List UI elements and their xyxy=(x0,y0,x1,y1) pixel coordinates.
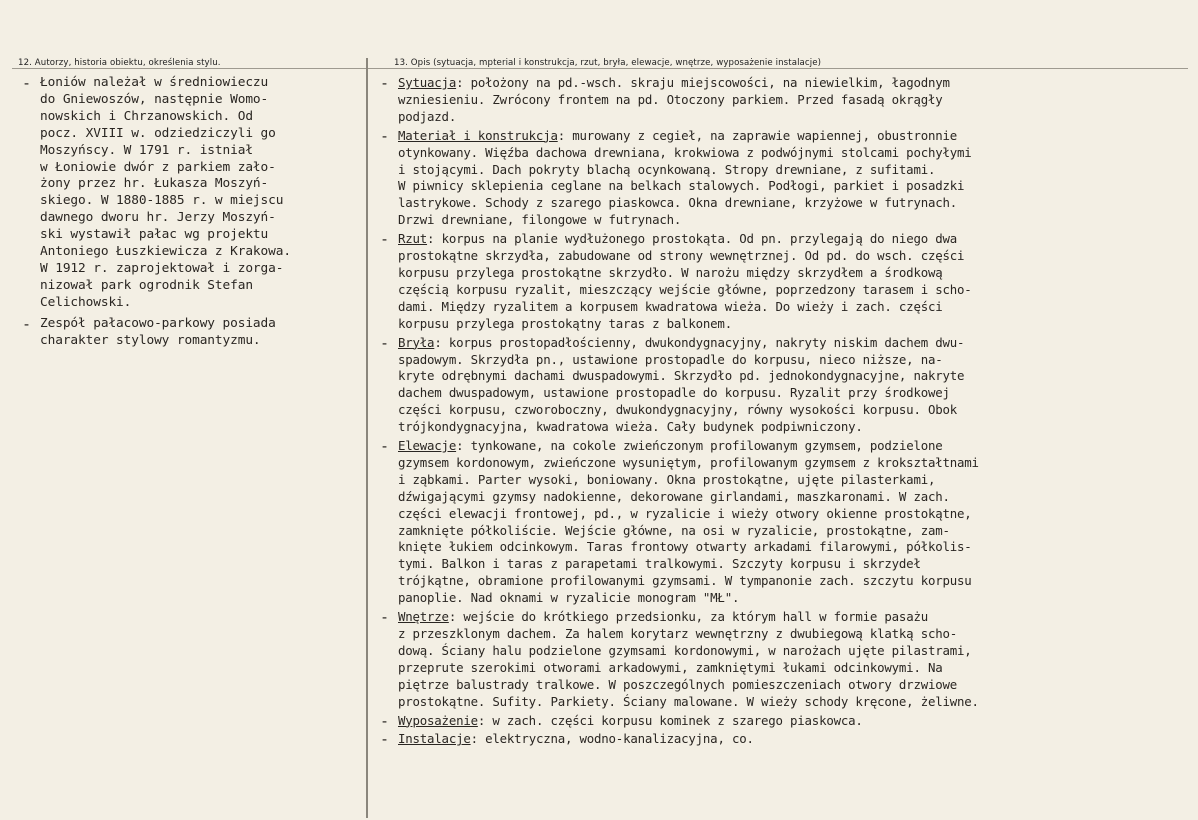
text-material: : murowany z cegieł, na zaprawie wapiennej, obustronnie otynkowany. Więźba dachowa drewniana, krokwiowa z podwójnymi stolcami pochyłymi i stojącymi. Dach pokryty blachą ocynkowaną. Stropy drewniane, z sufitami. W piwnicy sklepienia ceglane na belkach stalowych. Podłogi, parkiet i posadzki lastrykowe. Schody z szarego piaskowca. Okna drewniane, krzyżowe w futrynach. Drzwi drewniane, filongowe w futrynach. xyxy=(398,127,972,228)
entry-dash: - xyxy=(380,74,390,92)
description-column xyxy=(380,75,1195,750)
style-entry xyxy=(22,316,367,350)
entry-dash: - xyxy=(380,333,390,352)
term-sytuacja: Sytuacja xyxy=(398,75,457,90)
entry-dash: - xyxy=(22,314,32,333)
text-sytuacja: : położony na pd.-wsch. skraju miejscowości, na niewielkim, łagodnym wzniesieniu. Zwrócony frontem na pd. Otoczony parkiem. Przed fasadą okrągły podjazd. xyxy=(398,75,950,124)
term-instalacje: Instalacje xyxy=(398,731,471,747)
entry-dash: - xyxy=(22,74,32,92)
term-elewacje: Elewacje xyxy=(398,438,457,454)
term-bryla: Bryła xyxy=(398,334,435,350)
entry-dash: - xyxy=(380,437,390,456)
entry-material xyxy=(380,128,1195,229)
section-13-heading: 13. Opis (sytuacja, mpterial i konstrukcja, rzut, bryła, elewacje, wnętrze, wyposażenie instalacje) xyxy=(394,58,822,68)
style-text: Zespół pałacowo-parkowy posiada charakter stylowy romantyzmu. xyxy=(40,315,276,348)
text-instalacje: : elektryczna, wodno-kanalizacyjna, co. xyxy=(470,731,754,747)
entry-rzut xyxy=(380,231,1195,332)
text-wyposazenie: : w zach. części korpusu kominek z szarego piaskowca. xyxy=(477,712,863,728)
entry-dash: - xyxy=(380,126,390,145)
entry-bryla xyxy=(380,335,1195,436)
text-wnetrze: : wejście do krótkiego przedsionku, za którym hall w formie pasażu z przeszklonym dachem. Za halem korytarz wewnętrzny z dwubiegową klatką scho- dową. Ściany halu podzielone gzymsami kordonowymi, w narożach ujęte pilastrami, przeprute szerokimi otworami arkadowymi, zamkniętymi łukami odcinkowymi. Na piętrze balustrady tralkowe. W poszczególnych pomieszczeniach otwory drzwiowe prostokątne. Sufity. Parkiety. Ściany malowane. W wieży schody kręcone, żeliwne. xyxy=(398,609,979,709)
entry-dash: - xyxy=(380,608,390,627)
entry-dash: - xyxy=(380,730,390,749)
entry-dash: - xyxy=(380,230,390,249)
entry-dash: - xyxy=(380,711,390,730)
term-material: Materiał i konstrukcja xyxy=(398,127,558,143)
entry-instalacje xyxy=(380,731,1195,748)
entry-sytuacja xyxy=(380,75,1195,126)
term-wnetrze: Wnętrze xyxy=(398,609,449,625)
text-rzut: : korpus na planie wydłużonego prostokąta. Od pn. przylegają do niego dwa prostokątne skrzydła, zabudowane od strony wewnętrznej. Od pd. do wsch. części korpusu przylega prostokątne skrzydło. W narożu między skrzydłem a środkową częścią korpusu ryzalit, mieszczący wejście główne, poprzedzony tarasem i scho- dami. Między ryzalitem a korpusem kwadratowa wieża. Do wieży i zach. części korpusu przylega prostokątny taras z balkonem. xyxy=(398,231,972,331)
header-rule xyxy=(12,68,1188,69)
entry-wyposazenie xyxy=(380,713,1195,730)
entry-elewacje xyxy=(380,438,1195,607)
section-12-heading: 12. Autorzy, historia obiektu, określenia stylu. xyxy=(18,58,221,68)
entry-wnetrze xyxy=(380,609,1195,710)
text-elewacje: : tynkowane, na cokole zwieńczonym profilowanym gzymsem, podzielone gzymsem kordonowym, zwieńczone wysuniętym, profilowanym gzymsem z krokształtnami i ząbkami. Parter wysoki, boniowany. Okna prostokątne, ujęte pilasterkami, dźwigającymi gzymsy nadokienne, dekorowane girlandami, maszkaronami. W zach. części elewacji frontowej, pd., w ryzalicie i wieży otwory okienne prostokątne, zamknięte półkoliście. Wejście główne, na osi w ryzalicie, prostokątne, zam- knięte łukiem odcinkowym. Taras frontowy otwarty arkadami filarowymi, półkolis- tymi. Balkon i taras z parapetami tralkowymi. Szczyty korpusu i skrzydeł trójkątne, obramione profilowanymi gzymsami. W tympanonie zach. szczytu korpusu panoplie. Nad oknami w ryzalicie monogram "MŁ". xyxy=(398,438,979,606)
history-text: Łoniów należał w średniowieczu do Gniewoszów, następnie Womo- nowskich i Chrzanowskich. Od pocz. XVIII w. odziedziczyli go Moszyńscy. W 1791 r. istniał w Łoniowie dwór z parkiem zało- żony przez hr. Łukasza Moszyń- skiego. W 1880-1885 r. w miejscu dawnego dworu hr. Jerzy Moszyń- ski wystawił pałac wg projektu Antoniego Łuszkiewicza z Krakowa. W 1912 r. zaprojektował i zorga- nizował park ogrodnik Stefan Celichowski. xyxy=(40,75,291,310)
term-rzut: Rzut xyxy=(398,231,428,247)
history-entry xyxy=(22,75,367,312)
history-column xyxy=(22,75,367,352)
term-wyposazenie: Wyposażenie xyxy=(398,712,478,728)
text-bryla: : korpus prostopadłościenny, dwukondygnacyjny, nakryty niskim dachem dwu- spadowym. Skrzydła pn., ustawione prostopadle do korpusu, nieco niższe, na- kryte odrębnymi dachami dwuspadowymi. Skrzydło pd. jednokondygnacyjne, nakryte dachem dwuspadowym, ustawione prostopadle do korpusu. Ryzalit przy środkowej części korpusu, czworoboczny, dwukondygnacyjny, równy wysokości korpusu. Obok trójkondygnacyjna, kwadratowa wieża. Cały budynek podpiwniczony. xyxy=(398,334,965,435)
